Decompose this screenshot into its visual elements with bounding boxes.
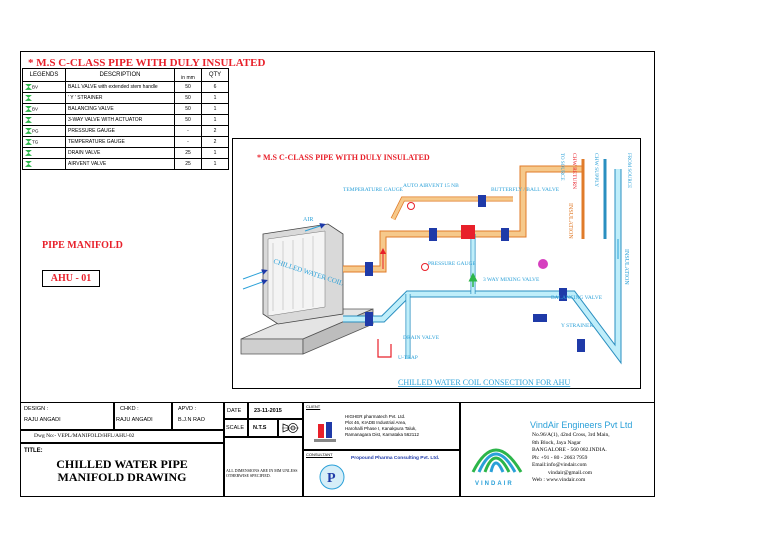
butterfly-label: BUTTERFLY / BALL VALVE bbox=[491, 187, 560, 193]
three-way-valve bbox=[461, 225, 475, 239]
legend-description: 3-WAY VALVE WITH ACTUATOR bbox=[66, 115, 175, 126]
piping-diagram bbox=[233, 139, 640, 388]
legend-symbol bbox=[23, 93, 66, 104]
valve-symbol-icon bbox=[25, 95, 32, 101]
client-logo bbox=[312, 420, 340, 444]
company-address bbox=[532, 432, 610, 485]
drawing-title bbox=[20, 458, 224, 484]
client-line-1: Plot 46, KIADB Industrial Area, bbox=[345, 420, 407, 425]
date-value: 23-11-2015 bbox=[254, 408, 282, 414]
chkd-name: RAJU ANGADI bbox=[116, 417, 153, 423]
legend-size: 25 bbox=[175, 148, 202, 159]
drawing-title-line2: MANIFOLD DRAWING bbox=[57, 470, 187, 484]
legend-description: AIRVENT VALVE bbox=[66, 159, 175, 170]
consultant-logo-icon bbox=[318, 462, 346, 492]
valve-symbol-icon bbox=[25, 128, 32, 134]
company-line-5: vindair@gmail.com bbox=[548, 469, 593, 476]
scale-label: SCALE bbox=[226, 425, 245, 431]
ball-valve-4 bbox=[501, 228, 509, 241]
legend-tag: TG bbox=[32, 139, 39, 145]
legend-header-legends: LEGENDS bbox=[23, 69, 66, 82]
auto-airvent-label: AUTO AIRVENT 15 NB bbox=[403, 183, 459, 189]
legend-symbol bbox=[23, 82, 66, 93]
svg-text:P: P bbox=[327, 471, 336, 486]
chw-supply-label: CHW SUPPLY bbox=[593, 153, 599, 188]
scale-value: N.T.S bbox=[253, 425, 267, 431]
to-source-label: TO SOURCE bbox=[559, 153, 564, 181]
ball-valve-2 bbox=[365, 312, 373, 326]
company-line-2: BANGALORE - 560 082.INDIA. bbox=[532, 447, 607, 453]
legend-symbol bbox=[23, 115, 66, 126]
legend-qty: 1 bbox=[202, 159, 229, 170]
drawing-title-line1: CHILLED WATER PIPE bbox=[56, 457, 188, 471]
temperature-gauge bbox=[408, 203, 415, 210]
diagram-caption: CHILLED WATER COIL CONSECTION FOR AHU bbox=[398, 378, 571, 387]
projection-symbol-icon bbox=[282, 422, 300, 434]
valve-symbol-icon bbox=[25, 139, 32, 145]
balancing-label: BALANCING VALVE bbox=[551, 295, 603, 301]
drain-valve-label: DRAIN VALVE bbox=[403, 335, 440, 341]
butterfly-valve bbox=[478, 195, 486, 207]
client-line-0: HIGHER pharmatech Pvt. Ltd. bbox=[345, 414, 406, 419]
legend-description: BALANCING VALVE bbox=[66, 104, 175, 115]
date-label: DATE bbox=[227, 408, 242, 414]
ahu-unit bbox=[241, 224, 373, 354]
legend-description: PRESSURE GAUGE bbox=[66, 126, 175, 137]
legend-size: 50 bbox=[175, 93, 202, 104]
legend-body bbox=[23, 82, 229, 170]
title-label: TITLE: bbox=[24, 448, 43, 454]
insulation-label-1: INSULATION bbox=[567, 203, 573, 239]
insulation-label-2: INSULATION bbox=[623, 249, 629, 285]
consultant-label: CONSULTANT bbox=[306, 452, 333, 457]
company-line-6: Web : www.vindair.com bbox=[532, 477, 586, 483]
vindair-logo-text: VINDAIR bbox=[475, 481, 514, 487]
legend-qty: 2 bbox=[202, 126, 229, 137]
legend-size: 50 bbox=[175, 82, 202, 93]
apvd-name: B.J.N RAO bbox=[178, 417, 205, 423]
valve-symbol-icon bbox=[25, 106, 32, 112]
consultant-name: Propound Pharma Consulting Pvt. Ltd. bbox=[351, 456, 440, 461]
legend-row bbox=[23, 159, 229, 170]
u-trap bbox=[378, 339, 391, 357]
three-way-label: 3 WAY MIXING VALVE bbox=[483, 277, 540, 283]
legend-size: 50 bbox=[175, 104, 202, 115]
legend-row bbox=[23, 104, 229, 115]
legend-row bbox=[23, 115, 229, 126]
client-logo-icon bbox=[312, 420, 340, 444]
chkd-label: CHKD : bbox=[120, 406, 139, 412]
client-label: CLIENT bbox=[306, 404, 321, 409]
company-line-3: Ph: +91 - 80 - 2663 7959 bbox=[532, 454, 588, 461]
vindair-logo-icon bbox=[465, 430, 527, 480]
legend-header-qty: QTY bbox=[202, 69, 229, 82]
legend-description: TEMPERATURE GAUGE bbox=[66, 137, 175, 148]
u-trap-label: U-TRAP bbox=[398, 355, 418, 361]
legend-size: 50 bbox=[175, 115, 202, 126]
legend-row bbox=[23, 126, 229, 137]
legend-description: DRAIN VALVE bbox=[66, 148, 175, 159]
y-strainer bbox=[533, 314, 547, 322]
legend-description: ' Y ' STRAINER bbox=[66, 93, 175, 104]
legend-qty: 6 bbox=[202, 82, 229, 93]
ball-valve-3 bbox=[429, 228, 437, 241]
legend-symbol bbox=[23, 104, 66, 115]
company-line-4: Email:info@vindair.com bbox=[532, 462, 587, 468]
legend-qty: 1 bbox=[202, 115, 229, 126]
chilled-water-coil-label: CHILLED WATER COIL bbox=[272, 257, 345, 288]
from-source-label: FROM SOURCE bbox=[626, 153, 631, 189]
company-line-0: No.96/A(1), 42nd Cross, 3rd Main, bbox=[532, 432, 610, 438]
header-note: * M.S C-CLASS PIPE WITH DULY INSULATED bbox=[28, 57, 266, 69]
legend-size: - bbox=[175, 137, 202, 148]
air-label: AIR bbox=[303, 217, 314, 223]
ahu-label-box bbox=[42, 270, 100, 287]
legend-row bbox=[23, 148, 229, 159]
legend-tag: BV bbox=[32, 106, 39, 112]
legend-symbol bbox=[23, 159, 66, 170]
company-line-1: 8th Block, Jaya Nagar bbox=[532, 439, 581, 446]
valve-symbol-icon bbox=[25, 84, 32, 90]
legend-description: BALL VALVE with extended stem handle bbox=[66, 82, 175, 93]
legend-symbol bbox=[23, 126, 66, 137]
valve-symbol-icon bbox=[25, 150, 32, 156]
temperature-gauge-label: TEMPERATURE GAUGE bbox=[343, 187, 404, 193]
dwg-no: Dwg No:- VEPL/MANIFOLD/HFL/AHU-02 bbox=[34, 433, 135, 439]
legend-row bbox=[23, 93, 229, 104]
legend-qty: 1 bbox=[202, 148, 229, 159]
legend-table bbox=[22, 68, 229, 170]
legend-size: 25 bbox=[175, 159, 202, 170]
pressure-gauge-label: PRESSURE GAUGE bbox=[428, 261, 476, 267]
ball-valve-6 bbox=[577, 339, 585, 352]
client-line-3: Ramanagara Dist, Karnataka 562112 bbox=[345, 432, 419, 437]
legend-symbol bbox=[23, 137, 66, 148]
company-name: VindAir Engineers Pvt Ltd bbox=[530, 420, 633, 430]
balancing-valve bbox=[538, 259, 548, 269]
ahu-label: AHU - 01 bbox=[50, 273, 92, 284]
dims-note: ALL DIMENSIONS ARE IN MM UNLESS OTHERWISE SPECIFIED. bbox=[226, 468, 298, 478]
valve-symbol-icon bbox=[25, 161, 32, 167]
legend-row bbox=[23, 137, 229, 148]
legend-qty: 1 bbox=[202, 93, 229, 104]
legend-symbol bbox=[23, 148, 66, 159]
legend-qty: 2 bbox=[202, 137, 229, 148]
client-address bbox=[345, 414, 419, 438]
diagram-note: * M.S C-CLASS PIPE WITH DULY INSULATED bbox=[257, 153, 430, 162]
pipe-manifold-label: PIPE MANIFOLD bbox=[42, 240, 123, 251]
ball-valve-1 bbox=[365, 262, 373, 276]
diagram-box bbox=[232, 138, 641, 389]
legend-qty: 1 bbox=[202, 104, 229, 115]
client-line-2: Harohalli Phase I, Kanakpura Taluk, bbox=[345, 426, 417, 431]
legend-header-row bbox=[23, 69, 229, 82]
legend-row bbox=[23, 82, 229, 93]
design-label: DESIGN : bbox=[24, 406, 49, 412]
legend-tag: BV bbox=[32, 84, 39, 90]
legend-header-description: DESCRIPTION bbox=[66, 69, 175, 82]
return-pipes bbox=[343, 169, 583, 269]
y-strainer-label: Y STRAINER bbox=[561, 323, 594, 329]
legend-tag: PG bbox=[32, 128, 39, 134]
apvd-label: APVD : bbox=[178, 406, 197, 412]
chw-return-label: CHW RETURN bbox=[571, 153, 577, 190]
legend-size: - bbox=[175, 126, 202, 137]
valve-symbol-icon bbox=[25, 117, 32, 123]
design-name: RAJU ANGADI bbox=[24, 417, 61, 423]
dims-note-cell bbox=[224, 437, 303, 497]
legend-header-size: in mm bbox=[175, 69, 202, 82]
